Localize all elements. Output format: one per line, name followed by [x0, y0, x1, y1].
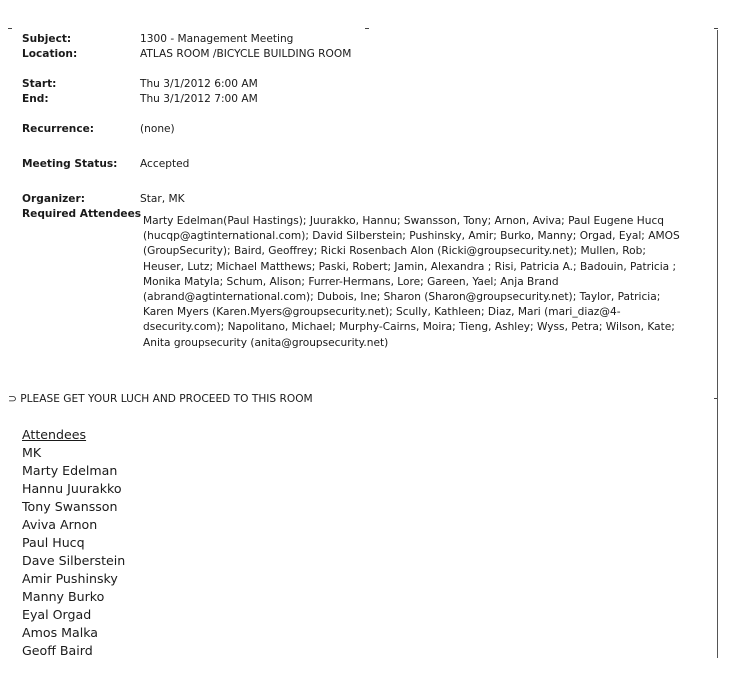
required-attendees-line: (abrand@agtinternational.com); Dubois, Ine; Sharon (Sharon@groupsecurity.net); Taylor, Patricia; [143, 291, 661, 304]
list-item: Dave Silberstein [22, 553, 126, 568]
location-row [22, 47, 712, 62]
required-attendees-value [143, 214, 703, 351]
meeting-details [22, 32, 712, 222]
required-attendees-line: Heuser, Lutz; Michael Matthews; Paski, Robert; Jamin, Alexandra ; Risi, Patricia A.; Badouin, Patricia ; [143, 260, 677, 273]
status-label: Meeting Status: [22, 158, 118, 170]
start-value: Thu 3/1/2012 6:00 AM [140, 78, 258, 90]
organizer-label: Organizer: [22, 193, 85, 205]
room-notice [8, 393, 313, 405]
attendees-list [22, 426, 125, 660]
location-label: Location: [22, 48, 78, 60]
list-item: Tony Swansson [22, 499, 118, 514]
subject-value: 1300 - Management Meeting [140, 33, 294, 45]
recurrence-label: Recurrence: [22, 123, 95, 135]
attendees-heading: Attendees [22, 427, 87, 442]
recurrence-value: (none) [140, 123, 175, 135]
corner-mark [365, 28, 369, 29]
organizer-row [22, 192, 712, 207]
list-item: Amos Malka [22, 625, 99, 640]
required-attendees-line: Karen Myers (Karen.Myers@groupsecurity.net); Scully, Kathleen; Diaz, Mari (mari_diaz@4- [143, 306, 621, 319]
end-row [22, 92, 712, 107]
required-attendees-line: Anita groupsecurity (anita@groupsecurity.net) [143, 336, 389, 349]
recurrence-row [22, 122, 712, 137]
required-attendees-line: Marty Edelman(Paul Hastings); Juurakko, Hannu; Swansson, Tony; Arnon, Aviva; Paul Eugene Hucq [143, 215, 665, 227]
required-attendees-line: (GroupSecurity); Baird, Geoffrey; Ricki Rosenbach Alon (Ricki@groupsecurity.net); Mullen, Rob; [143, 245, 646, 258]
required-attendees-line: (hucqp@agtinternational.com); David Silberstein; Pushinsky, Amir; Burko, Manny; Orgad, Eyal; AMOS [143, 230, 680, 243]
list-item: Marty Edelman [22, 463, 118, 478]
bracket-mark: ⊃ [8, 393, 17, 405]
margin-rule [717, 30, 718, 658]
required-attendees-label: Required Attendees [22, 208, 142, 220]
required-attendees-line: dsecurity.com); Napolitano, Michael; Murphy-Cairns, Moira; Tieng, Ashley; Wyss, Petra; Wilson, Kate; [143, 321, 675, 334]
list-item: Paul Hucq [22, 535, 85, 550]
status-row [22, 157, 712, 172]
end-label: End: [22, 93, 49, 105]
room-notice-text: PLEASE GET YOUR LUCH AND PROCEED TO THIS ROOM [20, 393, 313, 405]
subject-row [22, 32, 712, 47]
list-item: Geoff Baird [22, 643, 93, 658]
status-value: Accepted [140, 158, 190, 170]
required-attendees-line: Monika Matyla; Schum, Alison; Furrer-Hermans, Lore; Gareen, Yael; Anja Brand [143, 275, 559, 288]
corner-mark [8, 28, 12, 29]
corner-mark [714, 28, 718, 29]
organizer-value: Star, MK [140, 193, 185, 205]
end-value: Thu 3/1/2012 7:00 AM [140, 93, 258, 105]
list-item: Eyal Orgad [22, 607, 92, 622]
subject-label: Subject: [22, 33, 72, 45]
list-item: Aviva Arnon [22, 517, 98, 532]
start-label: Start: [22, 78, 57, 90]
list-item: Hannu Juurakko [22, 481, 122, 496]
list-item: MK [22, 445, 42, 460]
location-value: ATLAS ROOM /BICYCLE BUILDING ROOM [140, 48, 352, 60]
list-item: Manny Burko [22, 589, 105, 604]
list-item: Amir Pushinsky [22, 571, 118, 586]
start-row [22, 77, 712, 92]
